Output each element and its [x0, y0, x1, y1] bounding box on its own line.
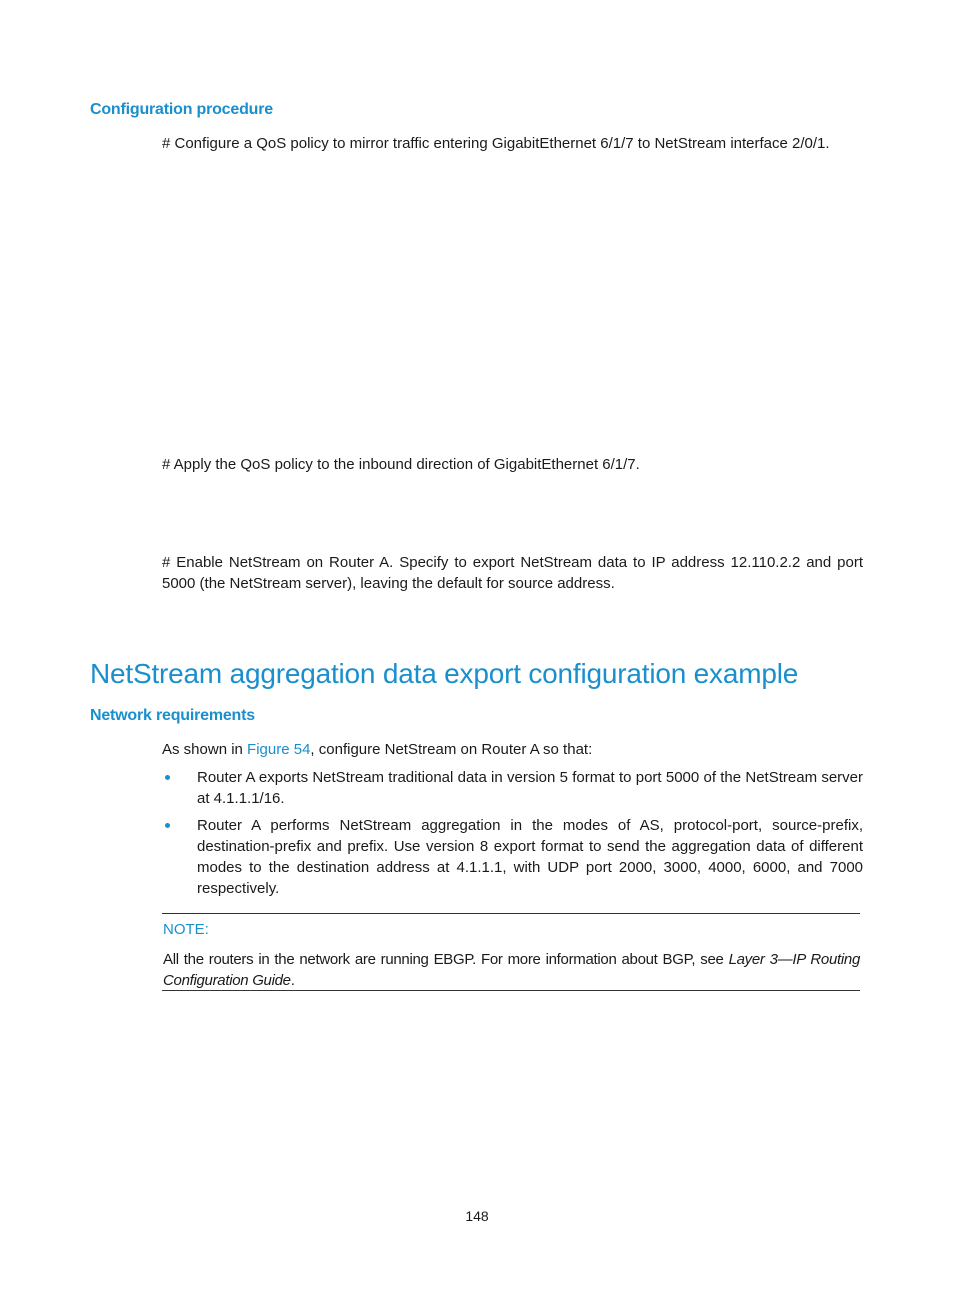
bullet-item: Router A performs NetStream aggregation in the modes of AS, protocol-port, source-prefix, destination-prefix and prefix. Use version 8 export format to send the aggregation data of different modes to the destination address at 4.1.1.1, with UDP port 2000, 3000, 4000, 6000, and 7000 respectively.	[197, 817, 863, 897]
bullet-dot-icon	[165, 775, 170, 780]
note-text-after: .	[290, 972, 295, 989]
paragraph-enable-netstream: # Enable NetStream on Router A. Specify to export NetStream data to IP address 12.110.2.2 and port 5000 (the NetStream server), leaving the default for source address.	[162, 554, 863, 592]
paragraph-network-intro	[162, 739, 863, 760]
note-text	[163, 949, 860, 991]
paragraph-apply-qos-policy: # Apply the QoS policy to the inbound direction of GigabitEthernet 6/1/7.	[162, 456, 640, 473]
bullet-dot-icon	[165, 823, 170, 828]
page-number: 148	[465, 1208, 489, 1224]
figure-54-link[interactable]: Figure 54	[247, 741, 311, 758]
section-title-aggregation-example: NetStream aggregation data export configuration example	[90, 658, 799, 689]
section-heading-network-requirements: Network requirements	[90, 707, 255, 724]
intro-text-after: , configure NetStream on Router A so that:	[310, 741, 593, 758]
note-top-rule	[162, 913, 860, 914]
paragraph-configure-qos-policy: # Configure a QoS policy to mirror traffic entering GigabitEthernet 6/1/7 to NetStream interface 2/0/1.	[162, 135, 830, 152]
note-label: NOTE:	[163, 921, 209, 938]
bullet-item: Router A exports NetStream traditional data in version 5 format to port 5000 of the NetStream server at 4.1.1.1/16.	[197, 769, 863, 807]
note-text-before: All the routers in the network are running EBGP. For more information about BGP, see	[163, 951, 729, 968]
note-guide-reference: Layer 3—IP Routing Configuration Guide	[163, 951, 860, 989]
intro-text-before: As shown in	[162, 741, 248, 758]
note-bottom-rule	[162, 990, 860, 991]
section-heading-configuration-procedure: Configuration procedure	[90, 101, 273, 118]
